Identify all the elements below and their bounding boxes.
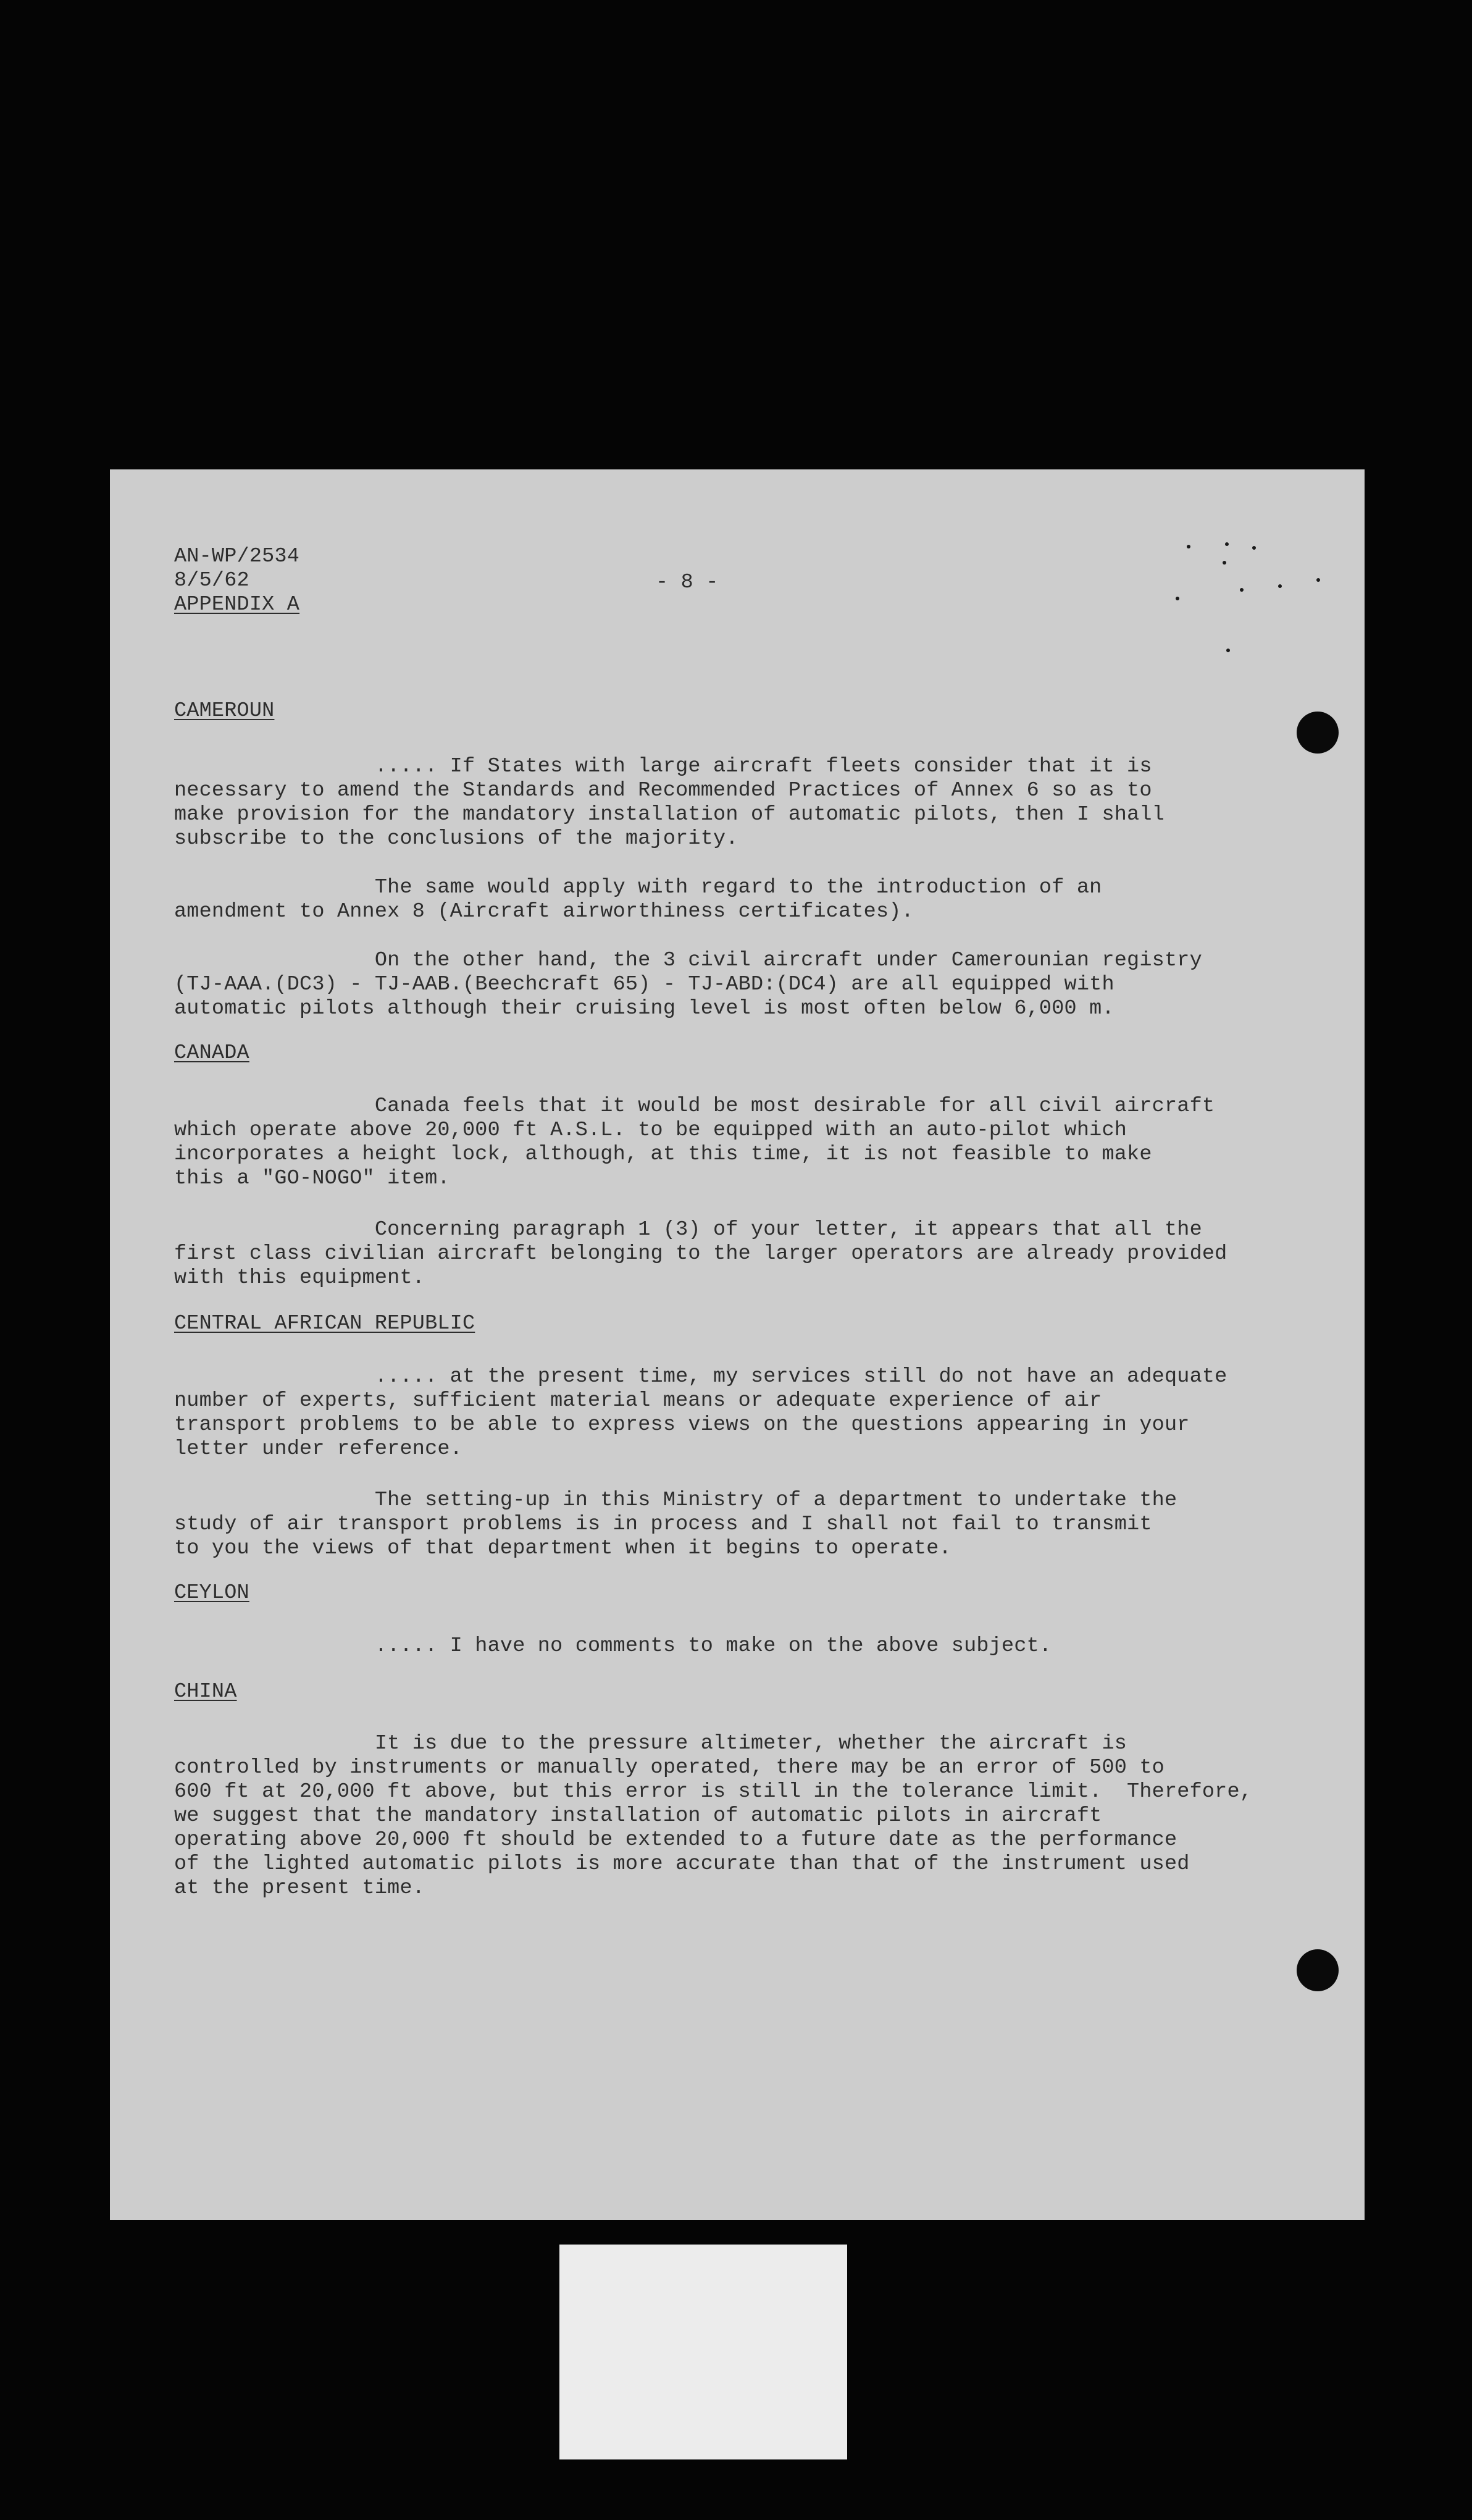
blank-label-card bbox=[559, 2245, 847, 2459]
speck-mark bbox=[1225, 542, 1229, 546]
document-reference bbox=[174, 545, 299, 617]
speck-mark bbox=[1316, 578, 1320, 582]
ceylon-paragraph-1: ..... I have no comments to make on the above subject. bbox=[174, 1634, 1052, 1658]
ref-number: AN-WP/2534 bbox=[174, 545, 300, 568]
page-number: - 8 - bbox=[656, 571, 719, 594]
section-heading-cameroun: CAMEROUN bbox=[174, 699, 275, 723]
china-paragraph-1: It is due to the pressure altimeter, whether the aircraft is controlled by instruments or manually operated, there may be an error of 500 to 600 ft at 20,000 ft above, but this error is still in the tolerance limit. Therefore, we suggest that the mandatory installation of automatic pilots in aircraft operating above 20,000 ft should be extended to a future date as the performance of the lighted automatic pilots is more accurate than that of the instrument used at the present time. bbox=[174, 1732, 1253, 1900]
ref-date: 8/5/62 bbox=[174, 569, 249, 592]
document-page bbox=[110, 469, 1365, 2220]
cameroun-paragraph-3: On the other hand, the 3 civil aircraft under Camerounian registry (TJ-AAA.(DC3) - TJ-AAB.(Beechcraft 65) - TJ-ABD:(DC4) are all equipped with automatic pilots although their cruising level is most often below 6,000 m. bbox=[174, 949, 1202, 1020]
speck-mark bbox=[1176, 597, 1179, 600]
cameroun-paragraph-1: ..... If States with large aircraft fleets consider that it is necessary to amend the Standards and Recommended Practices of Annex 6 so as to make provision for the mandatory installation of automatic pilots, then I shall subscribe to the conclusions of the majority. bbox=[174, 755, 1165, 850]
speck-mark bbox=[1252, 546, 1256, 550]
speck-mark bbox=[1187, 545, 1190, 548]
section-heading-canada: CANADA bbox=[174, 1041, 249, 1065]
speck-mark bbox=[1226, 649, 1230, 652]
punch-hole-bottom bbox=[1297, 1949, 1339, 1991]
appendix-label: APPENDIX A bbox=[174, 593, 300, 616]
section-heading-central-african-republic: CENTRAL AFRICAN REPUBLIC bbox=[174, 1312, 475, 1335]
speck-mark bbox=[1223, 561, 1226, 565]
cameroun-paragraph-2: The same would apply with regard to the introduction of an amendment to Annex 8 (Aircraft airworthiness certificates). bbox=[174, 876, 1102, 923]
canada-paragraph-2: Concerning paragraph 1 (3) of your letter, it appears that all the first class civilian aircraft belonging to the larger operators are already provided with this equipment. bbox=[174, 1218, 1227, 1290]
punch-hole-top bbox=[1297, 712, 1339, 754]
speck-mark bbox=[1278, 584, 1282, 588]
canada-paragraph-1: Canada feels that it would be most desirable for all civil aircraft which operate above 20,000 ft A.S.L. to be equipped with an auto-pilot which incorporates a height lock, although, at this time, it is not feasible to make this a "GO-NOGO" item. bbox=[174, 1094, 1215, 1190]
speck-mark bbox=[1240, 588, 1244, 592]
section-heading-china: CHINA bbox=[174, 1680, 237, 1703]
section-heading-ceylon: CEYLON bbox=[174, 1581, 249, 1605]
car-paragraph-2: The setting-up in this Ministry of a department to undertake the study of air transport problems is in process and I shall not fail to transmit to you the views of that department when it begins to operate. bbox=[174, 1489, 1177, 1560]
car-paragraph-1: ..... at the present time, my services still do not have an adequate number of experts, sufficient material means or adequate experience of air transport problems to be able to express views on the questions appearing in your letter under reference. bbox=[174, 1365, 1227, 1461]
